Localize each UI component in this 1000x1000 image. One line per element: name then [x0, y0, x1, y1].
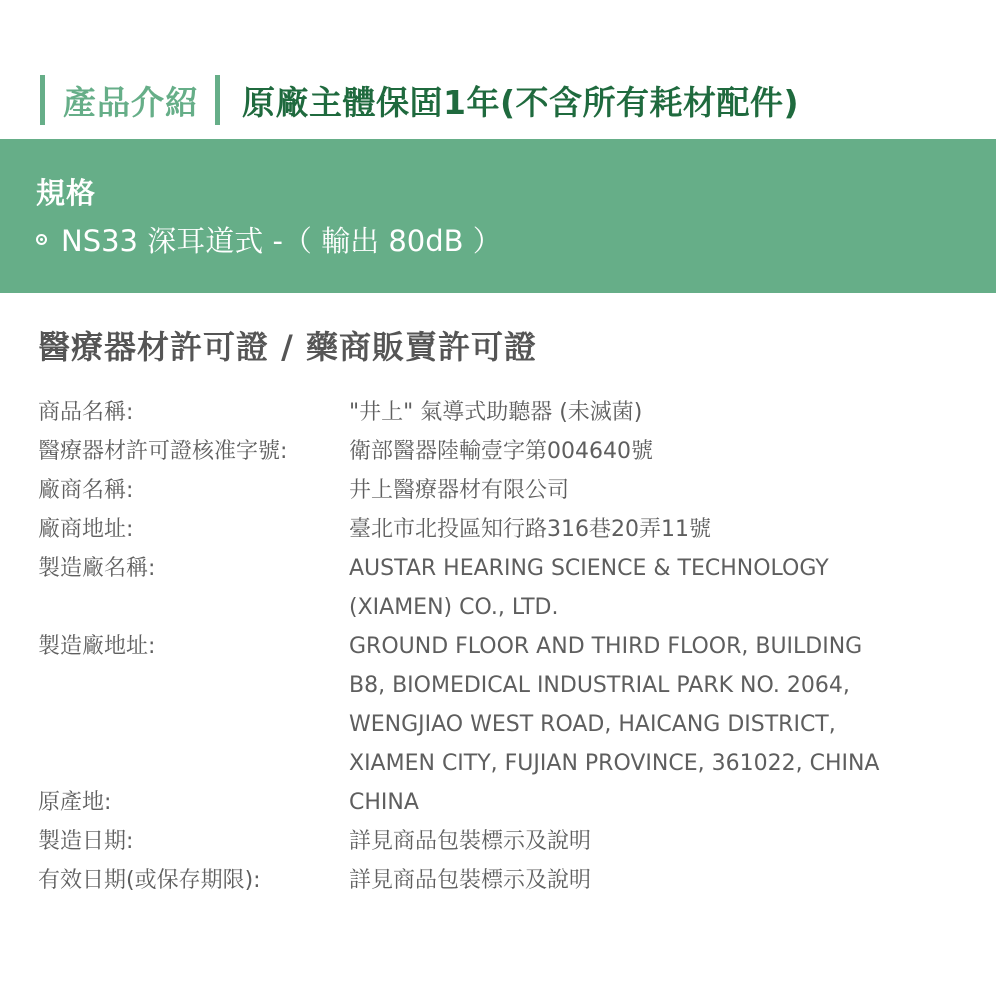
license-row [38, 393, 958, 432]
license-row [38, 432, 958, 471]
header-bar-divider [215, 75, 220, 125]
license-row [38, 861, 958, 900]
row-value [349, 510, 958, 549]
license-row [38, 627, 958, 783]
row-label: 商品名稱: [38, 400, 134, 425]
section-header [40, 72, 799, 128]
row-value-line: 詳見商品包裝標示及說明 [349, 829, 592, 854]
row-label: 有效日期(或保存期限): [38, 868, 261, 893]
license-row [38, 549, 958, 627]
row-value [349, 627, 958, 783]
row-value-line: 衛部醫器陸輸壹字第004640號 [349, 439, 653, 464]
header-label: 產品介紹 [63, 82, 199, 122]
license-row [38, 783, 958, 822]
row-value [349, 822, 958, 861]
row-value-line: GROUND FLOOR AND THIRD FLOOR, BUILDING [349, 634, 863, 659]
license-title: 醫療器材許可證 / 藥商販賣許可證 [38, 328, 537, 366]
license-row [38, 822, 958, 861]
row-value [349, 393, 958, 432]
row-value [349, 432, 958, 471]
circle-dot-icon [36, 234, 47, 245]
header-title: 原廠主體保固1年(不含所有耗材配件) [242, 82, 800, 122]
license-row [38, 471, 958, 510]
spec-heading: 規格 [36, 176, 97, 210]
row-value [349, 861, 958, 900]
license-table [38, 393, 958, 900]
row-value-line: 井上醫療器材有限公司 [349, 478, 570, 503]
spec-item-text: NS33 深耳道式 -（ 輸出 80dB ） [61, 224, 502, 258]
row-value-line: WENGJIAO WEST ROAD, HAICANG DISTRICT, [349, 712, 836, 737]
row-value-line: 詳見商品包裝標示及說明 [349, 868, 592, 893]
header-bar-left [40, 75, 45, 125]
row-value [349, 549, 958, 627]
row-label: 廠商地址: [38, 517, 134, 542]
spec-item [36, 219, 502, 260]
row-label: 原產地: [38, 790, 112, 815]
row-value-line: CHINA [349, 790, 419, 815]
row-label: 醫療器材許可證核准字號: [38, 439, 288, 464]
row-label: 製造廠地址: [38, 634, 156, 659]
row-label: 廠商名稱: [38, 478, 134, 503]
row-label: 製造日期: [38, 829, 134, 854]
row-value [349, 471, 958, 510]
row-value [349, 783, 958, 822]
row-value-line: (XIAMEN) CO., LTD. [349, 595, 559, 620]
row-value-line: XIAMEN CITY, FUJIAN PROVINCE, 361022, CHINA [349, 751, 880, 776]
row-value-line: 臺北市北投區知行路316巷20弄11號 [349, 517, 711, 542]
row-value-line: AUSTAR HEARING SCIENCE & TECHNOLOGY [349, 556, 829, 581]
spec-band [0, 139, 996, 293]
license-row [38, 510, 958, 549]
row-value-line: "井上" 氣導式助聽器 (未滅菌) [349, 400, 643, 425]
row-label: 製造廠名稱: [38, 556, 156, 581]
row-value-line: B8, BIOMEDICAL INDUSTRIAL PARK NO. 2064, [349, 673, 850, 698]
